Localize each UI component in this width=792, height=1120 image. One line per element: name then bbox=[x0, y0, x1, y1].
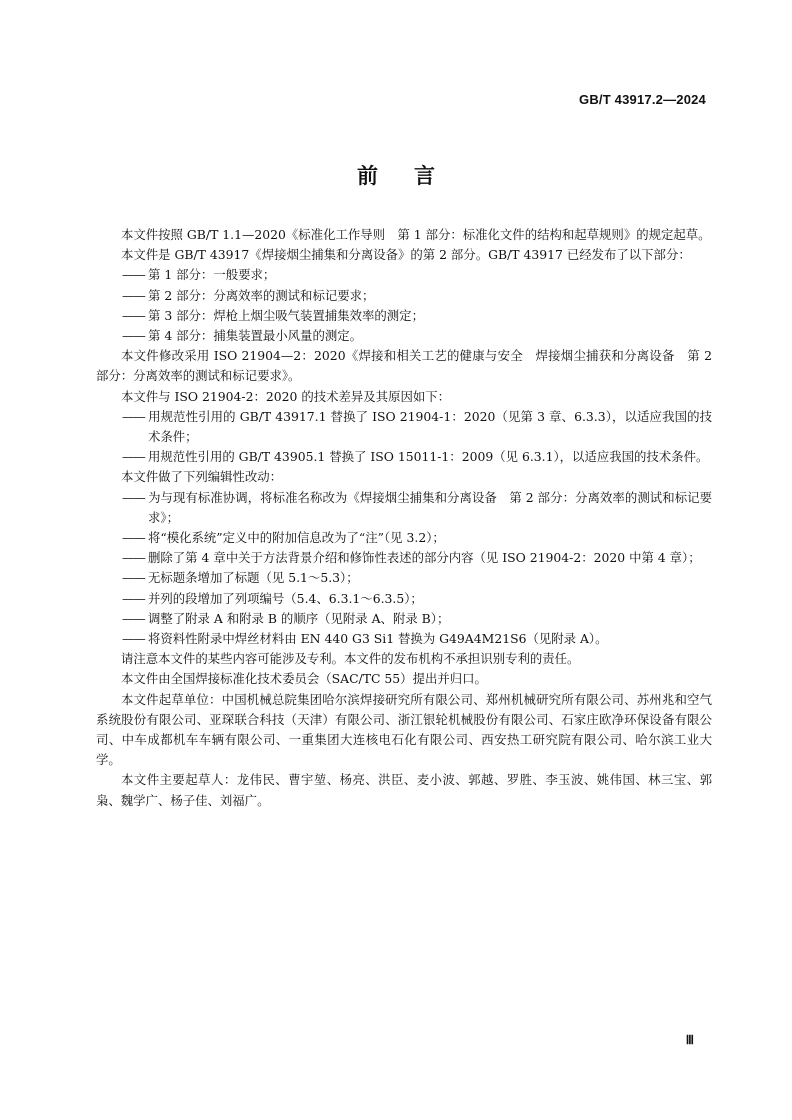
paragraph-drafters: 本文件主要起草人：龙伟民、曹宇堃、杨亮、洪臣、麦小波、郭越、罗胜、李玉波、姚伟国、林三宝、郭枭、魏学广、杨子佳、刘福广。 bbox=[96, 772, 712, 808]
dash-mark: —— bbox=[122, 590, 145, 606]
paragraph-patent-notice: 请注意本文件的某些内容可能涉及专利。本文件的发布机构不承担识别专利的责任。 bbox=[121, 651, 580, 667]
dash-mark: —— bbox=[122, 287, 145, 303]
title-char-2: 言 bbox=[414, 164, 435, 188]
list-item-edit: —— 无标题条增加了标题（见 5.1～5.3）； bbox=[96, 568, 712, 588]
list-item-edit: —— 为与现有标准协调，将标准名称改为《焊接烟尘捕集和分离设备 第 2 部分：分离效率的测试和标记要求》； bbox=[122, 489, 712, 525]
dash-mark: —— bbox=[122, 267, 145, 283]
dash-mark: —— bbox=[122, 449, 145, 465]
foreword-body bbox=[96, 225, 712, 811]
page-title bbox=[0, 160, 792, 190]
paragraph-committee: 本文件由全国焊接标准化技术委员会（SAC/TC 55）提出并归口。 bbox=[121, 671, 487, 687]
dash-mark: —— bbox=[122, 550, 145, 566]
list-item-edit: —— 将资料性附录中焊丝材料由 EN 440 G3 Si1 替换为 G49A4M21S6（见附录 A）。 bbox=[96, 629, 712, 649]
dash-mark: —— bbox=[122, 408, 145, 424]
title-char-1: 前 bbox=[357, 164, 378, 188]
paragraph-tech-diff-intro: 本文件与 ISO 21904-2：2020 的技术差异及其原因如下： bbox=[121, 388, 451, 404]
list-item-part: —— 第 3 部分：焊枪上烟尘吸气装置捕集效率的测定； bbox=[96, 306, 712, 326]
dash-mark: —— bbox=[122, 570, 145, 586]
list-item-part: —— 第 2 部分：分离效率的测试和标记要求； bbox=[96, 286, 712, 306]
dash-mark: —— bbox=[122, 610, 145, 626]
dash-mark: —— bbox=[122, 328, 145, 344]
dash-mark: —— bbox=[122, 530, 145, 546]
paragraph-edit-intro: 本文件做了下列编辑性改动： bbox=[121, 469, 283, 485]
paragraph-adoption: 本文件修改采用 ISO 21904—2：2020《焊接和相关工艺的健康与安全 焊接烟尘捕获和分离设备 第 2 部分：分离效率的测试和标记要求》。 bbox=[96, 348, 712, 384]
list-item-tech-diff: —— 用规范性引用的 GB/T 43917.1 替换了 ISO 21904-1：2020（见第 3 章、6.3.3），以适应我国的技术条件； bbox=[122, 408, 712, 445]
dash-mark: —— bbox=[122, 489, 145, 505]
page-number: Ⅲ bbox=[685, 1033, 694, 1047]
list-item-edit: —— 删除了第 4 章中关于方法背景介绍和修饰性表述的部分内容（见 ISO 21904-2：2020 中第 4 章）； bbox=[96, 548, 712, 568]
list-item-tech-diff: —— 用规范性引用的 GB/T 43905.1 替换了 ISO 15011-1：2009（见 6.3.1），以适应我国的技术条件。 bbox=[96, 447, 712, 467]
list-item-part: —— 第 1 部分：一般要求； bbox=[96, 265, 712, 285]
paragraph-drafting-rules: 本文件按照 GB/T 1.1—2020《标准化工作导则 第 1 部分：标准化文件的结构和起草规则》的规定起草。 bbox=[121, 227, 711, 242]
list-item-edit: —— 将“模化系统”定义中的附加信息改为了“注”（见 3.2）； bbox=[96, 528, 712, 548]
list-item-edit: —— 调整了附录 A 和附录 B 的顺序（见附录 A、附录 B）； bbox=[96, 609, 712, 629]
paragraph-series-intro: 本文件是 GB/T 43917《焊接烟尘捕集和分离设备》的第 2 部分。GB/T 43917 已经发布了以下部分： bbox=[121, 247, 691, 263]
standard-code: GB/T 43917.2—2024 bbox=[579, 92, 706, 107]
dash-mark: —— bbox=[122, 307, 145, 323]
list-item-part: —— 第 4 部分：捕集装置最小风量的测定。 bbox=[96, 326, 712, 346]
paragraph-drafting-units: 本文件起草单位：中国机械总院集团哈尔滨焊接研究所有限公司、郑州机械研究所有限公司、苏州兆和空气系统股份有限公司、亚琛联合科技（天津）有限公司、浙江银轮机械股份有限公司、石家庄欧净环保设备有限公司、中车成都机车车辆有限公司、一重集团大连核电石化有限公司、西安热工研究院有限公司、哈尔滨工业大学。 bbox=[96, 691, 712, 768]
list-item-edit: —— 并列的段增加了列项编号（5.4、6.3.1～6.3.5）； bbox=[96, 589, 712, 609]
dash-mark: —— bbox=[122, 631, 145, 647]
